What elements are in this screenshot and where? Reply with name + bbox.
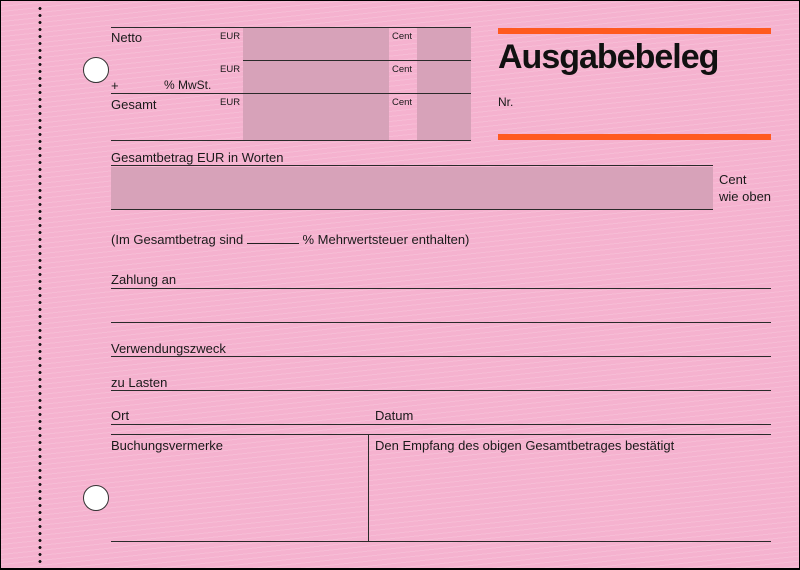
mwst-currency-label: EUR [220,64,241,75]
nr-label: Nr. [498,95,514,109]
mwst-cent-label: Cent [392,64,413,75]
punch-hole-top [83,57,109,83]
punch-hole-bottom [83,485,109,511]
vat-percent-blank[interactable] [247,233,299,244]
netto-label: Netto [111,30,143,45]
euro-amount-box[interactable] [243,28,389,140]
zu-lasten-line[interactable] [111,390,771,391]
zu-lasten-label: zu Lasten [111,375,168,390]
netto-row-rule [243,60,471,61]
zahlung-an-line[interactable] [111,288,771,289]
vat-note-end: % Mehrwertsteuer enthalten) [302,232,470,247]
netto-currency-label: EUR [220,31,241,42]
signature-field[interactable] [371,456,771,540]
words-cent-label: Cent [719,172,747,187]
words-top-rule [111,165,713,166]
buchungsvermerke-label: Buchungsvermerke [111,438,223,453]
gesamt-currency-label: EUR [220,97,241,108]
zahlung-an-line-2[interactable] [111,322,771,323]
ort-datum-line[interactable] [111,424,771,425]
bottom-section-bottom-rule [111,541,771,542]
plus-label: + [111,78,119,93]
zahlung-an-label: Zahlung an [111,272,177,287]
gesamt-label: Gesamt [111,97,157,112]
gesamt-row-rule [111,140,471,141]
verwendungszweck-label: Verwendungszweck [111,341,226,356]
netto-cent-label: Cent [392,31,413,42]
gesamt-cent-label: Cent [392,97,413,108]
ort-label: Ort [111,408,130,423]
mwst-row-rule [111,93,471,94]
amount-top-rule [111,27,471,28]
verwendungszweck-line[interactable] [111,356,771,357]
wie-oben-label: wie oben [719,189,772,204]
datum-label: Datum [375,408,414,423]
buchungsvermerke-field[interactable] [111,456,367,540]
bottom-section-top-rule [111,434,771,435]
bottom-section-divider [368,434,369,542]
amount-in-words-box[interactable] [111,167,713,209]
title-bar-top [498,28,771,34]
cent-amount-box[interactable] [417,28,471,140]
perforation-line [38,5,42,565]
words-bottom-rule [111,209,713,210]
receipt-form [1,1,799,568]
empfang-bestaetigt-label: Den Empfang des obigen Gesamtbetrages bestätigt [375,438,675,453]
document-title: Ausgabebeleg [498,38,719,76]
amount-in-words-label: Gesamtbetrag EUR in Worten [111,150,284,165]
vat-note [111,232,469,247]
mwst-label: % MwSt. [164,78,212,92]
vat-note-start: (Im Gesamtbetrag sind [111,232,244,247]
title-bar-bottom [498,134,771,140]
